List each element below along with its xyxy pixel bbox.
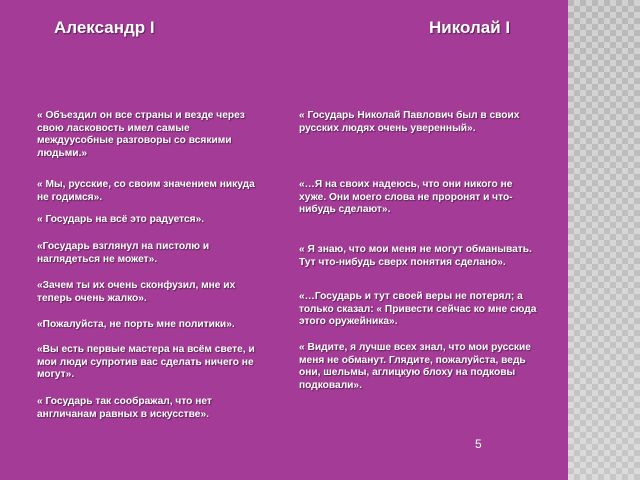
left-quote: « Мы, русские, со своим значением никуда не годимся». (37, 179, 255, 203)
right-quote: « Я знаю, что мои меня не могут обманывать. Тут что-нибудь сверх понятия сделано». (299, 244, 532, 268)
left-quote: « Государь на всё это радуется». (37, 214, 205, 225)
heading-nikolai: Николай I (429, 18, 511, 37)
right-quote: «…Я на своих надеюсь, что они никого не хуже. Они моего слова не проронят и что-нибудь сделают». (299, 179, 513, 215)
left-quote: «Зачем ты их очень сконфузил, мне их теперь очень жалко». (37, 280, 236, 304)
left-quote: «Пожалуйста, не порть мне политики». (37, 319, 235, 330)
left-quote: « Объездил он все страны и везде через свою ласковость имел самые междуусобные разговоры со всякими людьми.» (37, 110, 245, 159)
right-quote: « Государь Николай Павлович был в своих русских людях очень уверенный». (299, 110, 520, 134)
right-quote: «…Государь и тут своей веры не потерял; а только сказал: « Привести сейчас ко мне сюда этого оружейника». (299, 291, 537, 327)
left-quote: «Государь взглянул на пистолю и наглядеться не может». (37, 241, 210, 265)
decorative-side-panel (568, 0, 640, 480)
right-quote: « Видите, я лучше всех знал, что мои русские меня не обманут. Глядите, пожалуйста, ведь они, шельмы, аглицкую блоху на подковы подковали». (299, 342, 531, 391)
left-quote: «Вы есть первые мастера на всём свете, и мои люди супротив вас сделать ничего не могут». (37, 344, 255, 380)
page-number: 5 (475, 437, 482, 451)
left-quote: « Государь так соображал, что нет англичанам равных в искусстве». (37, 396, 212, 420)
heading-alexander: Александр I (54, 18, 155, 37)
